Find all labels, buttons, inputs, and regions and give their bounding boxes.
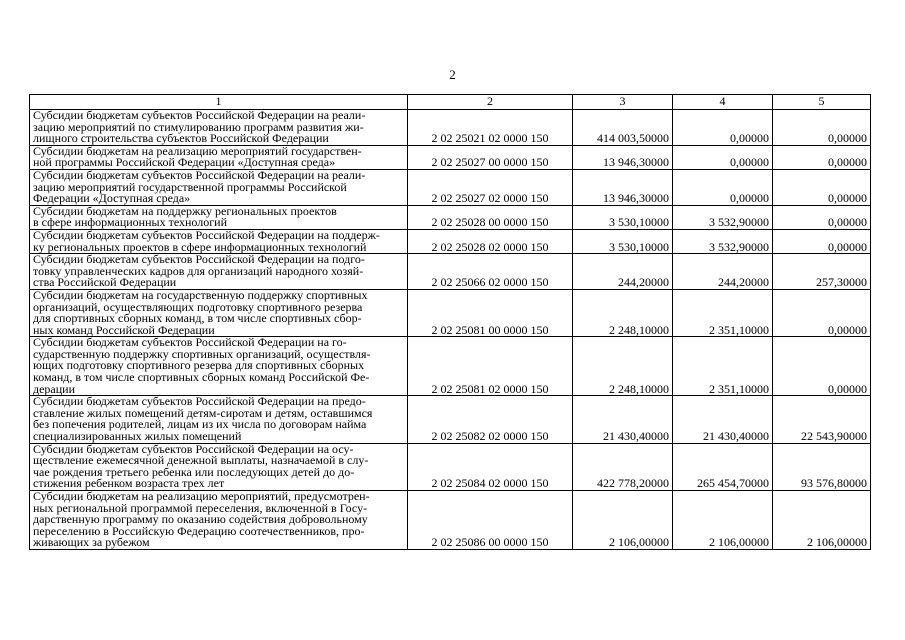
row-value-col5: 0,00000 [773, 169, 871, 205]
table-row [30, 169, 871, 205]
row-value-col3: 13 946,30000 [573, 169, 673, 205]
row-value-col3: 2 106,00000 [573, 491, 673, 550]
row-value-col5: 22 543,90000 [773, 396, 871, 443]
row-code: 2 02 25066 02 0000 150 [408, 254, 573, 290]
row-value-col3: 13 946,30000 [573, 145, 673, 169]
row-value-col4: 3 532,90000 [673, 229, 773, 253]
row-description: Субсидии бюджетам субъектов Российской Федерации на подго- товку управленческих кадров для организаций народного хозяй- ства Российской Федерации [30, 254, 408, 290]
row-value-col4: 2 351,10000 [673, 289, 773, 336]
row-value-col4: 21 430,40000 [673, 396, 773, 443]
row-description: Субсидии бюджетам субъектов Российской Федерации на го- сударственную поддержку спортивных организаций, осуществля- ющих подготовку спортивного резерва для спортивных сборных команд, в том числе спортивных сборных команд Российской Фе- дерации [30, 337, 408, 396]
row-value-col5: 0,00000 [773, 337, 871, 396]
row-value-col5: 2 106,00000 [773, 491, 871, 550]
column-header: 1 [30, 95, 408, 110]
row-value-col4: 3 532,90000 [673, 205, 773, 229]
row-value-col3: 422 778,20000 [573, 443, 673, 490]
row-value-col3: 2 248,10000 [573, 289, 673, 336]
table-row [30, 396, 871, 443]
row-code: 2 02 25021 02 0000 150 [408, 110, 573, 146]
row-value-col5: 0,00000 [773, 110, 871, 146]
row-description: Субсидии бюджетам на государственную поддержку спортивных организаций, осуществляющих подготовку спортивного резерва для спортивных сборных команд, в том числе спортивных сбор- ных команд Российской Федерации [30, 289, 408, 336]
row-description: Субсидии бюджетам на реализацию мероприятий государствен- ной программы Российской Федерации «Доступная среда» [30, 145, 408, 169]
row-value-col5: 0,00000 [773, 145, 871, 169]
row-value-col4: 0,00000 [673, 145, 773, 169]
row-value-col3: 244,20000 [573, 254, 673, 290]
column-header: 4 [673, 95, 773, 110]
table-row [30, 205, 871, 229]
row-code: 2 02 25028 02 0000 150 [408, 229, 573, 253]
row-description: Субсидии бюджетам субъектов Российской Федерации на реали- зацию мероприятий государственной программы Российской Федерации «Доступная среда» [30, 169, 408, 205]
row-value-col3: 21 430,40000 [573, 396, 673, 443]
row-code: 2 02 25027 00 0000 150 [408, 145, 573, 169]
row-description: Субсидии бюджетам субъектов Российской Федерации на осу- ществление ежемесячной денежной выплаты, назначаемой в слу- чае рождения третьего ребенка или последующих детей до до- стижения ребенком возраста трех лет [30, 443, 408, 490]
row-value-col4: 0,00000 [673, 110, 773, 146]
row-value-col4: 244,20000 [673, 254, 773, 290]
row-description: Субсидии бюджетам на поддержку региональных проектов в сфере информационных технологий [30, 205, 408, 229]
table-row [30, 443, 871, 490]
row-value-col4: 265 454,70000 [673, 443, 773, 490]
row-code: 2 02 25082 02 0000 150 [408, 396, 573, 443]
page-number: 2 [449, 67, 456, 82]
row-value-col5: 257,30000 [773, 254, 871, 290]
row-code: 2 02 25084 02 0000 150 [408, 443, 573, 490]
table-row [30, 254, 871, 290]
column-header: 5 [773, 95, 871, 110]
table-row [30, 229, 871, 253]
row-value-col5: 93 576,80000 [773, 443, 871, 490]
column-header: 3 [573, 95, 673, 110]
table-row [30, 491, 871, 550]
budget-table [29, 94, 871, 550]
row-value-col3: 3 530,10000 [573, 229, 673, 253]
table-row [30, 337, 871, 396]
row-description: Субсидии бюджетам субъектов Российской Федерации на поддерж- ку региональных проектов в сфере информационных технологий [30, 229, 408, 253]
header-row [30, 95, 871, 110]
table-row [30, 145, 871, 169]
row-value-col4: 2 106,00000 [673, 491, 773, 550]
table-row [30, 289, 871, 336]
row-value-col5: 0,00000 [773, 229, 871, 253]
row-value-col3: 2 248,10000 [573, 337, 673, 396]
row-description: Субсидии бюджетам на реализацию мероприятий, предусмотрен- ных региональной программой переселения, включенной в Госу- дарственную программу по оказанию содействия добровольному переселению в Российскую Федерацию соотечественников, про- живающих за рубежом [30, 491, 408, 550]
table-row [30, 110, 871, 146]
row-description: Субсидии бюджетам субъектов Российской Федерации на предо- ставление жилых помещений детям-сиротам и детям, оставшимся без попечения родителей, лицам из их числа по договорам найма специализированных жилых помещений [30, 396, 408, 443]
row-value-col3: 414 003,50000 [573, 110, 673, 146]
row-value-col4: 2 351,10000 [673, 337, 773, 396]
row-value-col3: 3 530,10000 [573, 205, 673, 229]
row-code: 2 02 25081 00 0000 150 [408, 289, 573, 336]
row-code: 2 02 25027 02 0000 150 [408, 169, 573, 205]
row-value-col5: 0,00000 [773, 289, 871, 336]
row-code: 2 02 25086 00 0000 150 [408, 491, 573, 550]
row-description: Субсидии бюджетам субъектов Российской Федерации на реали- зацию мероприятий по стимулированию программ развития жи- лищного строительства субъектов Российской Федерации [30, 110, 408, 146]
row-code: 2 02 25028 00 0000 150 [408, 205, 573, 229]
row-value-col4: 0,00000 [673, 169, 773, 205]
row-value-col5: 0,00000 [773, 205, 871, 229]
column-header: 2 [408, 95, 573, 110]
row-code: 2 02 25081 02 0000 150 [408, 337, 573, 396]
